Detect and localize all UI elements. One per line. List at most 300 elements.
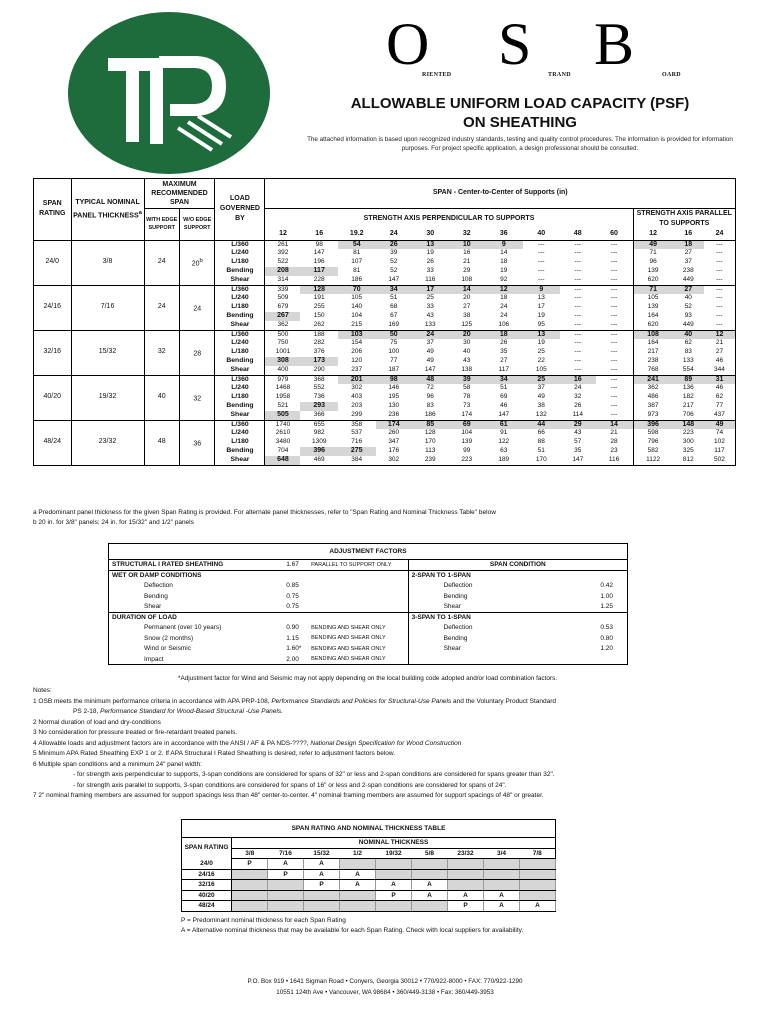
value-cell: 52 <box>684 303 692 311</box>
value-cell: 122 <box>498 438 510 446</box>
max-span-with-edge: 24 <box>144 240 179 285</box>
value-cell: 19 <box>537 339 545 347</box>
value-cell: 147 <box>412 366 449 375</box>
adjust-factor-name: Bending <box>144 592 168 600</box>
note-4-text: Allowable loads and adjustment factors are in accordance with the ANSI / AF & PA NDS-????, <box>38 739 311 747</box>
page-title <box>300 94 740 132</box>
header-without-edge: W/O EDGE SUPPORT <box>179 209 214 241</box>
value-cell: 228 <box>300 276 338 285</box>
adjust-factor-name: Permanent (over 10 years) <box>144 624 222 632</box>
value-cell: 81 <box>353 249 361 257</box>
value-cell: 299 <box>338 411 376 420</box>
value-cell: 195 <box>388 393 400 401</box>
thickness-cell: 3/8 <box>71 240 144 285</box>
value-cell: 117 <box>485 366 523 375</box>
value-cell: 140 <box>351 303 363 311</box>
load-type-cell: L/360 <box>215 330 265 339</box>
value-cell: 21 <box>463 258 471 266</box>
value-cell: 98 <box>376 375 413 384</box>
value-cell: 35 <box>574 447 582 455</box>
header-span-rating: SPAN RATING <box>34 179 72 241</box>
span-rating-cell: 24/0 <box>34 240 72 285</box>
value-cell: --- <box>610 312 618 320</box>
value-cell: 203 <box>351 402 363 410</box>
span-header-cell: 48 <box>573 230 582 237</box>
thickness-cell <box>484 880 520 891</box>
adjust-title: ADJUSTMENT FACTORS <box>109 544 628 560</box>
value-cell: 116 <box>596 456 634 465</box>
thickness-cell <box>232 890 268 901</box>
span-header-cell: 24 <box>389 230 398 237</box>
value-cell: 437 <box>704 411 736 420</box>
value-cell: 85 <box>412 420 449 429</box>
value-cell: 69 <box>449 420 486 429</box>
span-rating-cell: 40/20 <box>182 890 232 901</box>
value-cell: 25 <box>537 348 545 356</box>
value-cell: 217 <box>633 348 673 357</box>
value-cell: 54 <box>338 240 376 249</box>
value-cell: 148 <box>673 420 704 429</box>
osb-letter-b: B <box>594 11 635 77</box>
max-span-without-edge <box>179 240 214 285</box>
load-type-cell: L/240 <box>215 294 265 303</box>
table-row <box>182 869 556 880</box>
value-cell: 196 <box>313 258 325 266</box>
thickness-cell: A <box>448 890 484 901</box>
span-factor-name: Bending <box>408 633 533 644</box>
note-1-ps: PS 2-18, <box>73 708 101 715</box>
value-cell: 186 <box>412 411 449 420</box>
value-cell: 2610 <box>275 429 291 437</box>
thickness-cell: P <box>376 890 412 901</box>
value-cell: 83 <box>684 348 692 356</box>
thickness-cell: A <box>484 901 520 912</box>
value-cell: 147 <box>313 249 325 257</box>
value-cell: 37 <box>537 384 545 392</box>
header-parallel: STRENGTH AXIS PARALLEL TO SUPPORTS <box>633 209 735 230</box>
adjust-row <box>109 633 628 644</box>
value-cell: 49 <box>633 240 673 249</box>
value-cell: 339 <box>265 285 300 294</box>
value-cell: 223 <box>449 456 486 465</box>
value-cell: 12 <box>485 285 523 294</box>
value-cell: 241 <box>633 375 673 384</box>
value-cell: 74 <box>704 429 736 438</box>
value-cell: 29 <box>463 267 471 275</box>
thickness-cell <box>448 880 484 891</box>
note-3: 3 No consideration for pressure treated or fire-retardant treated panels. <box>33 729 238 736</box>
value-cell: 43 <box>574 429 582 437</box>
value-cell: 308 <box>265 357 300 366</box>
adjust-factor-value: 1.60* <box>286 645 302 653</box>
value-cell: 98 <box>300 240 338 249</box>
value-cell: 147 <box>376 276 413 285</box>
value-cell: 136 <box>682 384 694 392</box>
thickness-cell <box>232 880 268 891</box>
value-cell: 206 <box>351 348 363 356</box>
value-cell: 302 <box>351 384 363 392</box>
thickness-cell <box>376 859 412 870</box>
value-cell: --- <box>560 240 595 249</box>
value-cell: 396 <box>300 447 338 456</box>
osb-word-board: OARD <box>662 72 681 78</box>
span-header-cell: 40 <box>537 230 546 237</box>
value-cell: 26 <box>574 402 582 410</box>
value-cell: 77 <box>390 357 398 365</box>
value-cell: 147 <box>485 411 523 420</box>
thickness-cell <box>520 859 556 870</box>
thickness-cell <box>304 901 340 912</box>
value-cell: --- <box>610 249 618 257</box>
value-cell: 72 <box>426 384 434 392</box>
value-cell: 44 <box>523 420 561 429</box>
value-cell: --- <box>574 267 582 275</box>
thickness-header: 5/8 <box>412 848 448 859</box>
value-cell: --- <box>704 276 736 285</box>
value-cell: 174 <box>449 411 486 420</box>
load-type-cell: Bending <box>215 447 265 456</box>
value-cell: 27 <box>704 348 736 357</box>
title-line-1: ALLOWABLE UNIFORM LOAD CAPACITY (PSF) <box>350 95 690 112</box>
value-cell: --- <box>560 330 595 339</box>
table-row <box>34 285 736 294</box>
adjustment-factors-table <box>108 543 628 665</box>
value-cell: 208 <box>265 267 300 276</box>
thickness-cell: A <box>340 880 376 891</box>
thickness-cell <box>412 901 448 912</box>
value-cell: --- <box>596 240 634 249</box>
srs-value: 1.67 <box>283 560 308 571</box>
value-cell: 51 <box>537 447 545 455</box>
span-rating-cell: 24/16 <box>182 869 232 880</box>
value-cell: 1309 <box>311 438 327 446</box>
value-cell: 387 <box>633 402 673 411</box>
value-cell: 191 <box>313 294 325 302</box>
value-cell: 223 <box>682 429 694 437</box>
load-type-cell: Shear <box>215 456 265 465</box>
value-cell: 66 <box>537 429 545 437</box>
value-cell: 396 <box>633 420 673 429</box>
thickness-cell <box>376 901 412 912</box>
note-1-cont <box>33 707 733 718</box>
span-condition-label: 2-SPAN TO 1-SPAN <box>408 570 627 581</box>
adjust-factor-value: 0.75 <box>286 603 299 610</box>
value-cell: 50 <box>376 330 413 339</box>
value-cell: 67 <box>390 312 398 320</box>
value-cell: 18 <box>500 258 508 266</box>
value-cell: 267 <box>265 312 300 321</box>
value-cell: 99 <box>463 447 471 455</box>
value-cell: --- <box>610 303 618 311</box>
value-cell: 27 <box>463 303 471 311</box>
value-cell: 78 <box>463 393 471 401</box>
footnote-b: b 20 in. for 3/8" panels; 24 in. for 15/32" and 1/2" panels <box>33 519 194 526</box>
value-cell: 347 <box>388 438 400 446</box>
value-cell: 26 <box>426 258 434 266</box>
value-cell: 24 <box>500 312 508 320</box>
value-cell: 186 <box>338 276 376 285</box>
value-cell: --- <box>574 312 582 320</box>
span-header-cell: 19.2 <box>349 230 364 237</box>
value-cell: 14 <box>449 285 486 294</box>
thickness-cell <box>268 890 304 901</box>
value-cell: 21 <box>610 429 618 437</box>
value-cell: 33 <box>426 303 434 311</box>
value-cell: --- <box>538 249 545 257</box>
value-cell: --- <box>574 348 582 356</box>
value-cell: 236 <box>376 411 413 420</box>
value-cell: 77 <box>704 402 736 411</box>
value-cell: 113 <box>425 447 436 455</box>
note-5: 5 Minimum APA Rated Sheathing EXP 1 or 2. If APA Structural I Rated Sheathing is desired, refer to adjustment factors below. <box>33 750 396 757</box>
span-table-col-rating: SPAN RATING <box>182 838 232 859</box>
value-cell: 982 <box>313 429 325 437</box>
table-row <box>34 330 736 339</box>
adjust-row <box>109 612 628 623</box>
value-cell: 400 <box>265 366 300 375</box>
adjust-factor-value: 1.15 <box>286 634 299 642</box>
value-cell: 505 <box>265 411 300 420</box>
value-cell: 69 <box>500 393 508 401</box>
value-cell: --- <box>704 294 736 303</box>
span-factor-name: Shear <box>408 644 533 655</box>
note-4-italic: National Design Specification for Wood Construction <box>310 739 462 747</box>
value-cell: 376 <box>313 348 325 356</box>
note-7: 7 2" nominal framing members are assumed for support spacings less than 48" center-to-center. 4" nominal framing members are assumed for support spacings of 48" or greater. <box>33 792 544 799</box>
value-cell: --- <box>610 348 618 356</box>
value-cell: 71 <box>633 249 673 258</box>
load-type-cell: L/360 <box>215 240 265 249</box>
value-cell: --- <box>574 357 582 365</box>
max-span-with-edge: 24 <box>144 285 179 330</box>
value-cell: --- <box>704 312 736 321</box>
value-cell: 750 <box>277 339 289 347</box>
value-cell: 182 <box>682 393 694 401</box>
value-cell: 102 <box>704 438 736 447</box>
value-cell: 509 <box>277 294 289 302</box>
value-cell: 106 <box>485 321 523 330</box>
value-cell: 68 <box>390 303 398 311</box>
thickness-cell: A <box>520 901 556 912</box>
value-cell: 16 <box>463 249 471 257</box>
value-cell: 139 <box>633 303 673 312</box>
thickness-cell <box>412 859 448 870</box>
value-cell: 20 <box>449 330 486 339</box>
thickness-cell: A <box>304 869 340 880</box>
max-span-without-edge <box>179 420 214 465</box>
value-cell: --- <box>560 285 595 294</box>
thickness-cell <box>340 901 376 912</box>
header-typical-thickness <box>71 179 144 241</box>
value-cell: 48 <box>412 375 449 384</box>
value-cell: 114 <box>560 411 595 420</box>
value-cell: --- <box>610 267 618 275</box>
thickness-cell <box>232 901 268 912</box>
value-cell: 358 <box>338 420 376 429</box>
wo-sup: b <box>199 257 203 264</box>
value-cell: 92 <box>485 276 523 285</box>
value-cell: 132 <box>523 411 561 420</box>
thickness-header: 3/4 <box>484 848 520 859</box>
value-cell: 187 <box>376 366 413 375</box>
value-cell: 796 <box>633 438 673 447</box>
value-cell: --- <box>704 285 736 294</box>
value-cell: 139 <box>633 267 673 276</box>
load-type-cell: L/180 <box>215 438 265 447</box>
value-cell: --- <box>574 258 582 266</box>
value-cell: 13 <box>523 330 561 339</box>
value-cell: 24 <box>412 330 449 339</box>
value-cell: 105 <box>523 366 561 375</box>
value-cell: 655 <box>300 420 338 429</box>
osb-word-oriented: RIENTED <box>422 72 452 78</box>
value-cell: --- <box>560 321 595 330</box>
thickness-cell <box>340 859 376 870</box>
value-cell: --- <box>596 366 634 375</box>
value-cell: 14 <box>500 249 508 257</box>
table-row <box>182 901 556 912</box>
value-cell: 105 <box>633 294 673 303</box>
value-cell: 35 <box>500 348 508 356</box>
value-cell: 521 <box>277 402 289 410</box>
value-cell: 46 <box>704 384 736 393</box>
value-cell: 582 <box>633 447 673 456</box>
span-factor-value: 1.20 <box>600 645 613 653</box>
span-rating-cell: 24/0 <box>182 859 232 870</box>
value-cell: 61 <box>485 420 523 429</box>
value-cell: --- <box>523 276 561 285</box>
span-header-cell-parallel: 24 <box>704 229 736 240</box>
load-type-cell: L/360 <box>215 285 265 294</box>
value-cell: 469 <box>300 456 338 465</box>
value-cell: 70 <box>338 285 376 294</box>
value-cell: 88 <box>537 438 545 446</box>
footer-line-2: 10551 124th Ave • Vancouver, WA 98684 • 360/449-3138 • Fax: 360/449-3953 <box>276 989 494 996</box>
value-cell: 174 <box>376 420 413 429</box>
value-cell: 188 <box>300 330 338 339</box>
value-cell: 57 <box>574 438 582 446</box>
table-row <box>34 420 736 429</box>
note-6-text: Multiple span conditions and a minimum 24" panel width: <box>38 760 202 768</box>
load-type-cell: L/240 <box>215 384 265 393</box>
value-cell: --- <box>596 411 634 420</box>
thickness-header: 7/8 <box>520 848 556 859</box>
thickness-cell: P <box>232 859 268 870</box>
value-cell: 58 <box>463 384 471 392</box>
value-cell: 19 <box>537 312 545 320</box>
value-cell: 1122 <box>633 456 673 465</box>
value-cell: 25 <box>523 375 561 384</box>
value-cell: 325 <box>682 447 694 455</box>
value-cell: 176 <box>388 447 400 455</box>
value-cell: 83 <box>426 402 434 410</box>
value-cell: 63 <box>500 447 508 455</box>
span-factor-value: 1.25 <box>600 603 613 610</box>
span-condition-title: SPAN CONDITION <box>408 560 627 571</box>
adjust-factor-name: Snow (2 months) <box>144 634 194 642</box>
value-cell: --- <box>704 240 736 249</box>
span-condition-label: 3-SPAN TO 1-SPAN <box>408 612 627 623</box>
value-cell: 239 <box>412 456 449 465</box>
value-cell: 38 <box>463 312 471 320</box>
value-cell: 169 <box>376 321 413 330</box>
adjust-factor-note <box>308 602 408 613</box>
value-cell: --- <box>610 357 618 365</box>
value-cell: 104 <box>351 312 363 320</box>
value-cell: 32 <box>574 393 582 401</box>
thickness-cell <box>484 869 520 880</box>
wo-value: 28 <box>193 349 202 357</box>
thickness-header: 7/16 <box>268 848 304 859</box>
value-cell: 502 <box>704 456 736 465</box>
note-1-text: OSB meets the minimum performance criteria in accordance with APA PRP-108, <box>38 697 272 705</box>
value-cell: 51 <box>500 384 508 392</box>
value-cell: 973 <box>633 411 673 420</box>
thickness-cell: A <box>412 880 448 891</box>
span-rating-thickness-table <box>181 819 556 912</box>
value-cell: 217 <box>682 402 694 410</box>
header-span-cc: SPAN - Center-to-Center of Supports (in) <box>265 179 736 209</box>
value-cell: 449 <box>673 276 704 285</box>
osb-letter-o: O <box>386 11 430 77</box>
value-cell: 173 <box>300 357 338 366</box>
value-cell: --- <box>610 384 618 392</box>
thickness-cell: 23/32 <box>71 420 144 465</box>
load-type-cell: L/360 <box>215 420 265 429</box>
thickness-cell: 7/16 <box>71 285 144 330</box>
load-type-cell: L/240 <box>215 339 265 348</box>
value-cell: 293 <box>300 402 338 411</box>
note-1-italic: Performance Standards and Policies for Structural-Use Panels <box>271 697 452 705</box>
value-cell: 260 <box>388 429 400 437</box>
value-cell: 89 <box>673 375 704 384</box>
thickness-cell: A <box>268 859 304 870</box>
adjust-row <box>109 623 628 634</box>
value-cell: 1001 <box>275 348 291 356</box>
value-cell: 170 <box>424 438 436 446</box>
value-cell: 362 <box>633 384 673 393</box>
value-cell: 314 <box>265 276 300 285</box>
load-type-cell: L/240 <box>215 429 265 438</box>
value-cell: 150 <box>313 312 325 320</box>
adjust-factor-note <box>308 591 408 602</box>
value-cell: 105 <box>351 294 363 302</box>
value-cell: 51 <box>390 294 398 302</box>
value-cell: 275 <box>338 447 376 456</box>
span-header-cell: 60 <box>610 230 618 237</box>
span-header-cell: 30 <box>426 230 435 237</box>
value-cell: 37 <box>684 258 692 266</box>
value-cell: 344 <box>704 366 736 375</box>
value-cell: --- <box>704 249 736 258</box>
value-cell: 103 <box>338 330 376 339</box>
thickness-cell: P <box>448 901 484 912</box>
thickness-cell: A <box>376 880 412 891</box>
load-type-cell: Bending <box>215 267 265 276</box>
value-cell: 164 <box>633 339 673 348</box>
value-cell: 49 <box>426 357 434 365</box>
value-cell: 33 <box>426 267 434 275</box>
value-cell: 716 <box>351 438 363 446</box>
value-cell: 238 <box>633 357 673 366</box>
value-cell: 706 <box>673 411 704 420</box>
value-cell: --- <box>610 339 618 347</box>
load-type-cell: L/180 <box>215 258 265 267</box>
adjust-row <box>109 644 628 655</box>
thickness-cell <box>520 890 556 901</box>
value-cell: 25 <box>426 294 434 302</box>
span-header-cell: 36 <box>499 230 508 237</box>
